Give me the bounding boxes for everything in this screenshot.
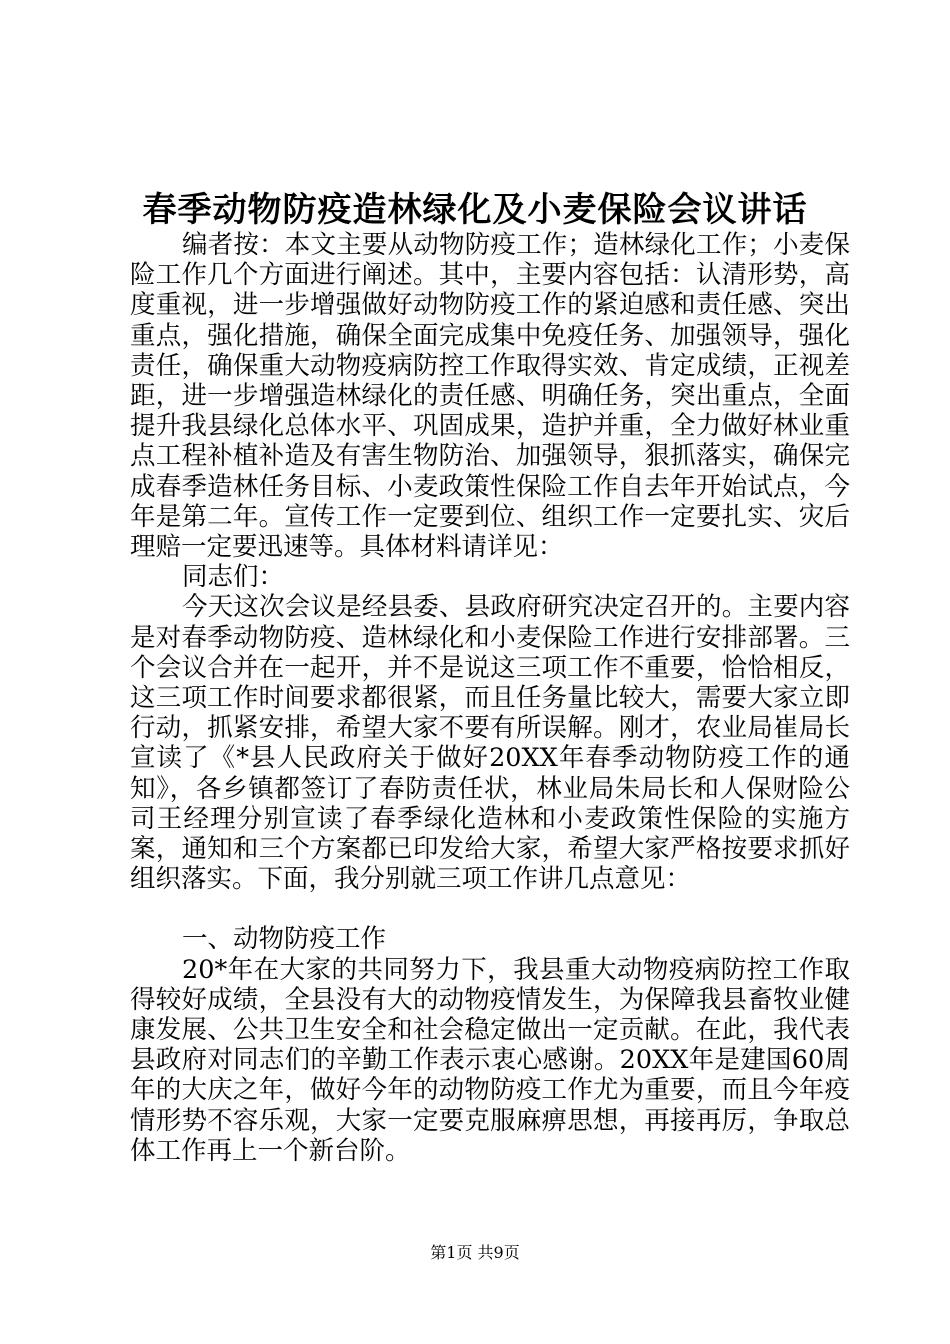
document-body — [130, 230, 850, 1166]
editor-note-paragraph: 编者按：本文主要从动物防疫工作；造林绿化工作；小麦保险工作几个方面进行阐述。其中，主要内容包括：认清形势，高度重视，进一步增强做好动物防疫工作的紧迫感和责任感、突出重点，强化措施，确保全面完成集中免疫任务、加强领导，强化责任，确保重大动物疫病防控工作取得实效、肯定成绩，正视差距，进一步增强造林绿化的责任感、明确任务，突出重点，全面提升我县绿化总体水平、巩固成果，造护并重，全力做好林业重点工程补植补造及有害生物防治、加强领导，狠抓落实，确保完成春季造林任务目标、小麦政策性保险工作自去年开始试点，今年是第二年。宣传工作一定要到位、组织工作一定要扎实、灾后理赔一定要迅速等。具体材料请详见： — [130, 230, 850, 563]
document-title: 春季动物防疫造林绿化及小麦保险会议讲话 — [142, 190, 808, 230]
greeting-paragraph: 同志们： — [182, 562, 285, 593]
section-body-paragraph: 20*年在大家的共同努力下，我县重大动物疫病防控工作取得较好成绩，全县没有大的动物疫情发生，为保障我县畜牧业健康发展、公共卫生安全和社会稳定做出一定贡献。在此，我代表县政府对同志们的辛勤工作表示衷心感谢。20XX年是建国60周年的大庆之年，做好今年的动物防疫工作尤为重要，而且今年疫情形势不容乐观，大家一定要克服麻痹思想，再接再厉，争取总体工作再上一个新台阶。 — [130, 954, 850, 1166]
page-footer: 第1页 共9页 — [430, 1243, 520, 1262]
section-heading: 一、动物防疫工作 — [182, 924, 387, 955]
intro-paragraph: 今天这次会议是经县委、县政府研究决定召开的。主要内容是对春季动物防疫、造林绿化和小麦保险工作进行安排部署。三个会议合并在一起开，并不是说这三项工作不重要，恰恰相反，这三项工作时间要求都很紧，而且任务量比较大，需要大家立即行动，抓紧安排，希望大家不要有所误解。刚才，农业局崔局长宣读了《*县人民政府关于做好20XX年春季动物防疫工作的通知》，各乡镇都签订了春防责任状，林业局朱局长和人保财险公司王经理分别宣读了春季绿化造林和小麦政策性保险的实施方案，通知和三个方案都已印发给大家，希望大家严格按要求抓好组织落实。下面，我分别就三项工作讲几点意见： — [130, 592, 850, 895]
